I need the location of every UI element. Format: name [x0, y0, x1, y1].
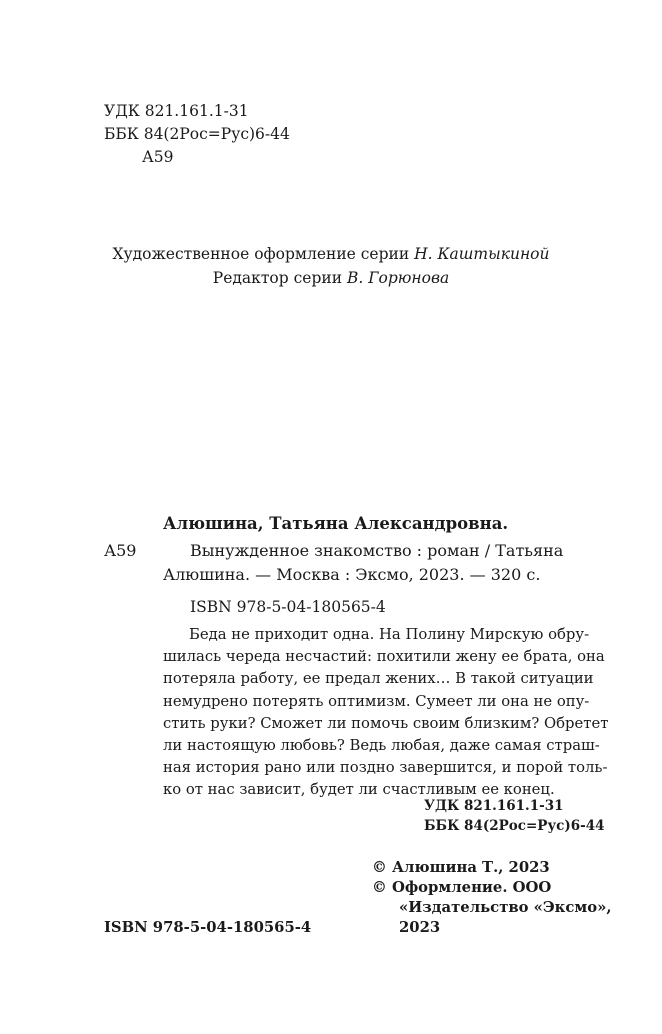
series-credits [0, 242, 662, 290]
annotation-line: немудрено потерять оптимизм. Сумеет ли она не опу- [163, 692, 590, 710]
classification-small [424, 796, 605, 836]
annotation-line: ли настоящую любовь? Ведь любая, даже самая страш- [163, 737, 600, 755]
annotation-line: шилась череда несчастий: похитили жену ее брата, она [163, 648, 605, 666]
annotation-line: ная история рано или поздно завершится, и порой толь- [163, 759, 608, 777]
isbn-bottom: ISBN 978-5-04-180565-4 [104, 919, 312, 936]
bbk-code: ББК 84(2Рос=Рус)6-44 [104, 125, 290, 143]
editor-credit-name: В. Горюнова [347, 269, 450, 287]
annotation-line: потеряла работу, ее предал жених… В такой ситуации [163, 670, 594, 688]
catalog-description-line1: Вынужденное знакомство : роман / Татьяна [190, 541, 564, 560]
classification-block [104, 100, 290, 169]
copyright-line: © Оформление. ООО [372, 879, 552, 896]
catalog-isbn: ISBN 978-5-04-180565-4 [190, 598, 386, 616]
catalog-author: Алюшина, Татьяна Александровна. [163, 514, 509, 533]
annotation [163, 624, 609, 802]
udk-code: УДК 821.161.1-31 [104, 102, 249, 120]
catalog-description-line2: Алюшина. — Москва : Эксмо, 2023. — 320 с. [163, 565, 541, 584]
annotation-line: ко от нас зависит, будет ли счастливым ее конец. [163, 781, 555, 799]
design-credit-label: Художественное оформление серии [112, 245, 410, 263]
editor-credit [0, 266, 662, 290]
copyright-line: © Алюшина Т., 2023 [372, 859, 550, 876]
copyright-line: 2023 [399, 919, 441, 936]
catalog-author-mark: А59 [104, 541, 137, 560]
design-credit-name: Н. Каштыкиной [414, 245, 550, 263]
copyright-line: «Издательство «Эксмо», [399, 899, 612, 916]
editor-credit-label: Редактор серии [212, 269, 343, 287]
udk-code-small: УДК 821.161.1-31 [424, 798, 564, 814]
author-mark: А59 [142, 148, 174, 166]
annotation-line: стить руки? Сможет ли помочь своим близким? Обретет [163, 714, 609, 732]
annotation-line: Беда не приходит одна. На Полину Мирскую обру- [189, 626, 590, 643]
copyright-block [372, 858, 612, 938]
design-credit [0, 242, 662, 266]
bbk-code-small: ББК 84(2Рос=Рус)6-44 [424, 818, 605, 834]
